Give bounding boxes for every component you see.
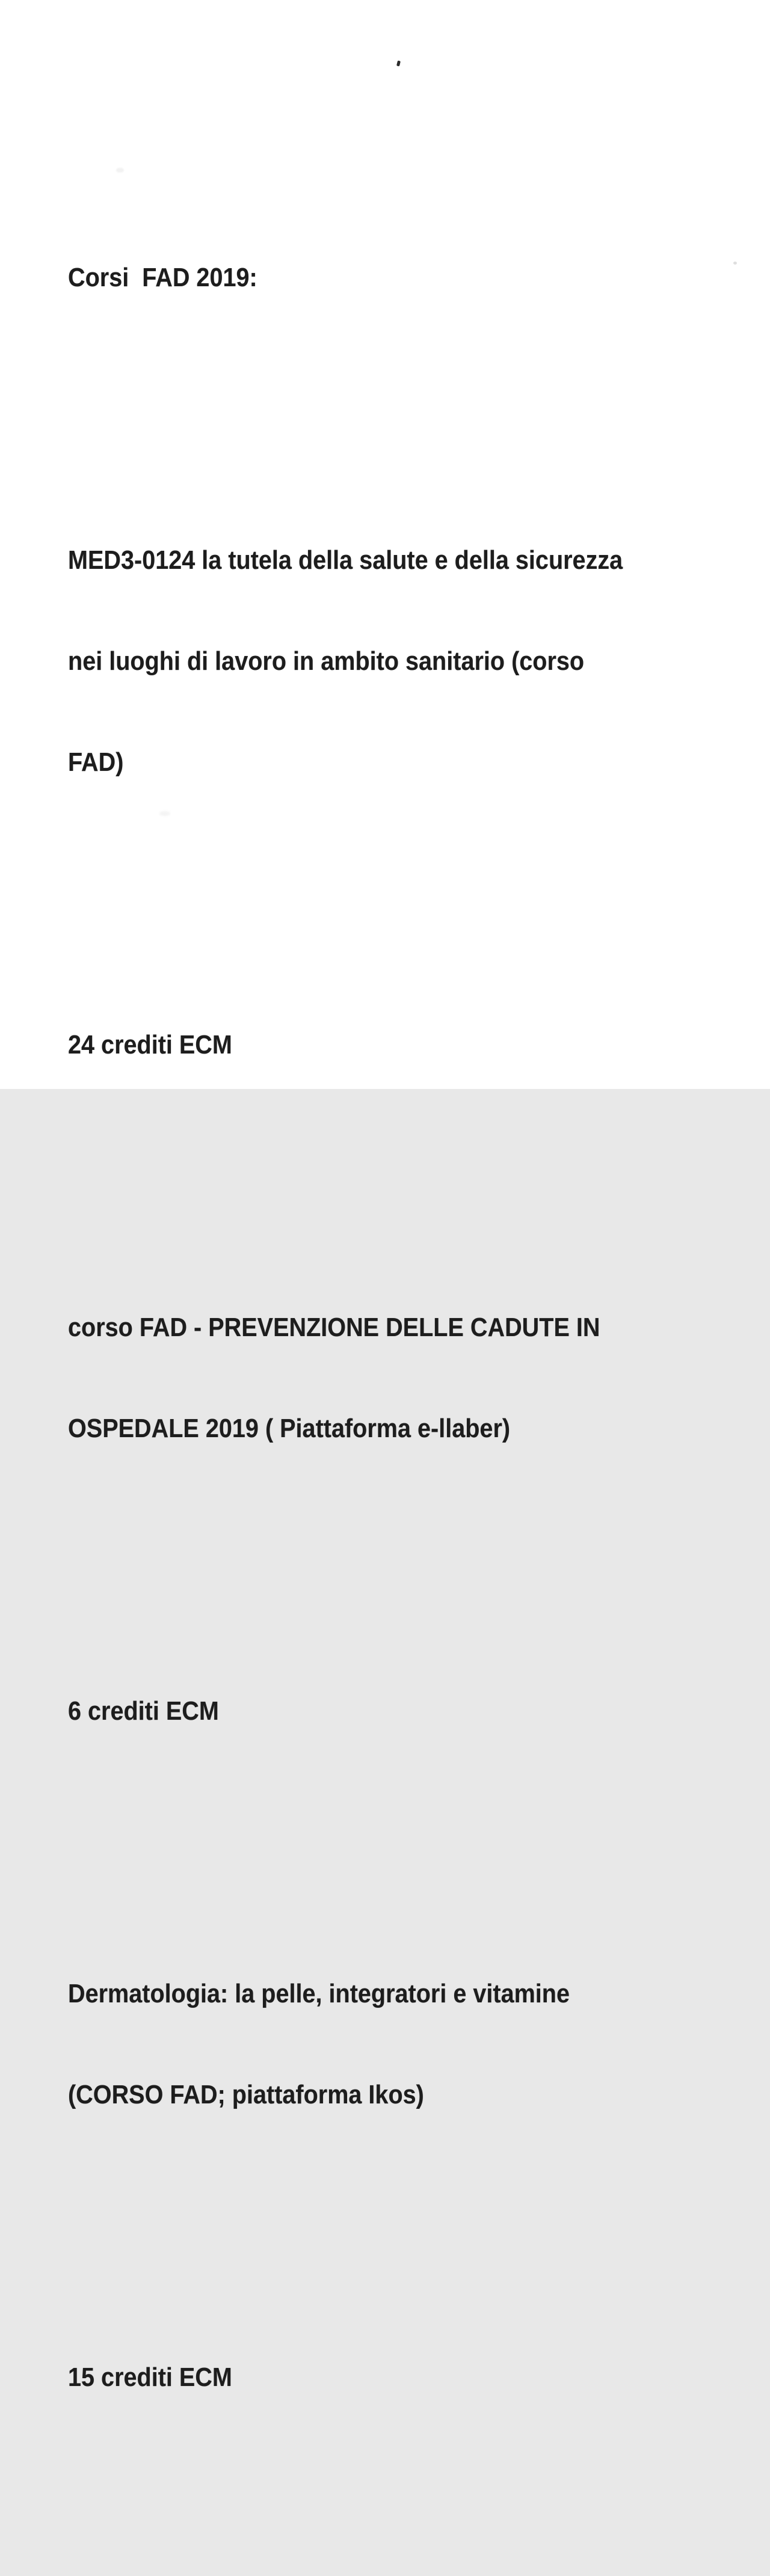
scan-speck	[733, 262, 737, 265]
course-1-title-line-2: nei luoghi di lavoro in ambito sanitario (corso	[68, 646, 585, 676]
course-2-title	[68, 1244, 707, 1513]
course-1-title-line-3: FAD)	[68, 747, 124, 777]
document-heading	[68, 194, 707, 362]
course-3-title	[68, 1910, 707, 2179]
course-1-title-line-1: MED3-0124 la tutela della salute e della sicurezza	[68, 545, 623, 575]
course-3-title-line-1: Dermatologia: la pelle, integratori e vitamine	[68, 1979, 570, 2008]
course-1-credits-line: 24 crediti ECM	[68, 1030, 232, 1060]
document-body	[68, 93, 707, 2576]
course-2-credits-line: 6 crediti ECM	[68, 1696, 219, 1726]
course-2-title-line-1: corso FAD - PREVENZIONE DELLE CADUTE IN	[68, 1313, 600, 1342]
course-3-credits	[68, 2293, 707, 2462]
heading-line: Corsi FAD 2019:	[68, 263, 257, 292]
course-2-title-line-2: OSPEDALE 2019 ( Piattaforma e-llaber)	[68, 1414, 511, 1443]
ink-speck	[396, 61, 401, 67]
course-3-credits-line: 15 crediti ECM	[68, 2363, 232, 2392]
course-2-credits	[68, 1627, 707, 1796]
course-3-title-line-2: (CORSO FAD; piattaforma Ikos)	[68, 2080, 424, 2109]
course-1-title	[68, 476, 707, 847]
course-1-credits	[68, 961, 707, 1129]
